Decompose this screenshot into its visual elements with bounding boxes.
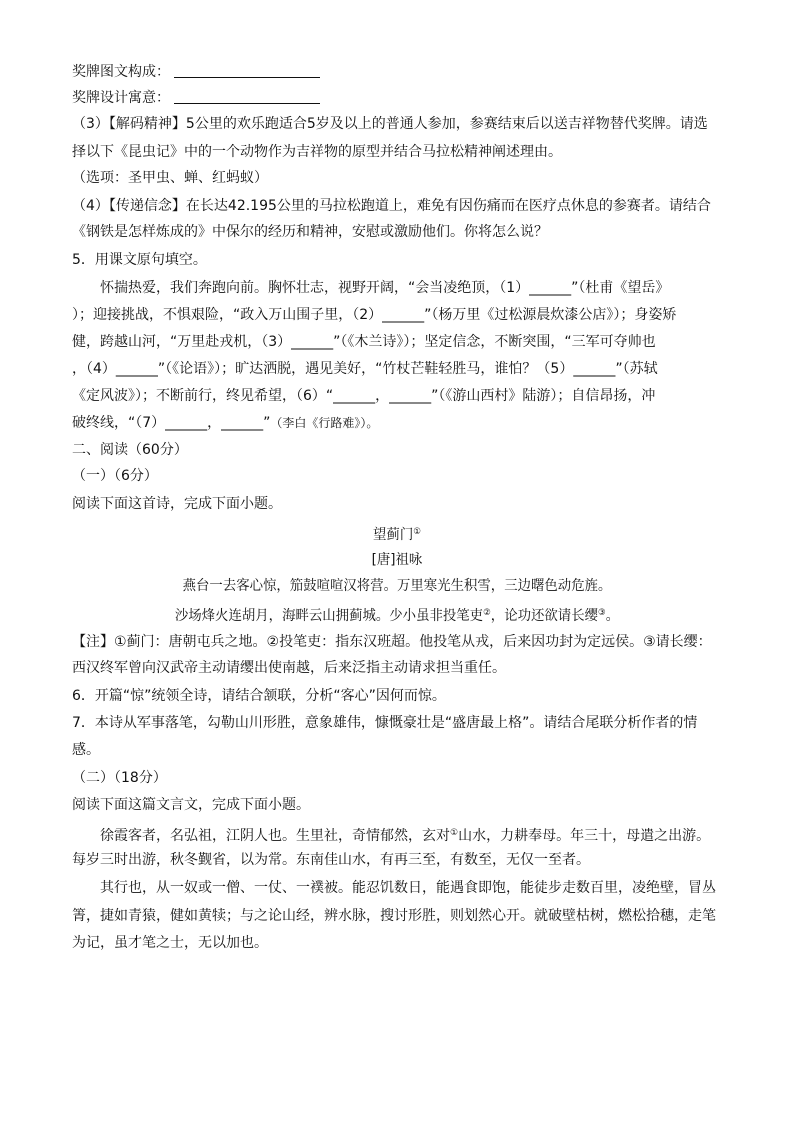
medal-meaning-line (72, 88, 320, 108)
question-4-line-2: 《钢铁是怎样炼成的》中保尔的经历和精神，安慰或激励他们。你将怎么说？ (72, 224, 548, 240)
question-5-title: 5．用课文原句填空。 (72, 252, 207, 268)
answer-blank[interactable] (174, 63, 320, 78)
poem-title (17, 522, 777, 545)
part-2-intro: 阅读下面这篇文言文，完成下面小题。 (72, 797, 310, 813)
section-2-title: 二、阅读（60分） (72, 442, 188, 458)
question-5-line-6-source: （李白《行路难》）。 (270, 416, 379, 430)
poem-line-1: 燕台一去客心惊，笳鼓喧喧汉将营。万里寒光生积雪，三边曙色动危旌。 (182, 578, 612, 594)
question-6: 6．开篇“惊”统领全诗，请结合颔联，分析“客心”因何而惊。 (72, 688, 446, 704)
question-5-line-2: ）；迎接挑战，不惧艰险，“政入万山围子里，（2）______”（杨万里《过松源晨炊漆公店》）；身姿矫 (72, 307, 677, 323)
poem-note-line-2: 西汉终军曾向汉武帝主动请缨出使南越，后来泛指主动请求担当重任。 (72, 660, 506, 676)
part-1-intro: 阅读下面这首诗，完成下面小题。 (72, 496, 282, 512)
poem-title-text: 望蓟门 (373, 527, 414, 543)
medal-meaning-label: 奖牌设计寓意： (72, 90, 170, 106)
question-3-line-2: 择以下《昆虫记》中的一个动物作为吉祥物的原型并结合马拉松精神阐述理由。 (72, 144, 562, 160)
footnote-mark-3: ③ (598, 608, 606, 618)
medal-composition-label: 奖牌图文构成： (72, 64, 170, 80)
part-1-title: （一）（6分） (72, 468, 158, 484)
question-5-line-3: 健，跨越山河，“万里赴戎机，（3）______”（《木兰诗》）；坚定信念，不断突围，“三军可夺帅也 (72, 334, 656, 350)
part-2-title: （二）（18分） (72, 770, 167, 786)
classical-text-p2-line-1: 其行也，从一奴或一僧、一仗、一襆被。能忍饥数日，能遇食即饱，能徒步走数百里，凌绝壁，冒丛 (100, 880, 716, 896)
question-3-line-1: （3）【解码精神】5公里的欢乐跑适合5岁及以上的普通人参加，参赛结束后以送吉祥物替代奖牌。请选 (72, 116, 708, 132)
classical-text-p1-part-a: 徐霞客者，名弘祖，江阴人也。生里社，奇情郁然，玄对 (100, 828, 450, 844)
poem-line-2 (17, 603, 777, 626)
question-7-line-1: 7．本诗从军事落笔，勾勒山川形胜，意象雄伟，慷慨豪壮是“盛唐最上格”。请结合尾联分析作者的情 (72, 715, 698, 731)
footnote-mark-2: ② (483, 608, 491, 618)
question-5-line-5: 《定风波》）；不断前行，终见希望，（6）“______，______”（《游山西村》陆游）；自信昂扬，冲 (72, 388, 656, 404)
classical-text-p2-line-3: 为记，虽才笔之士，无以加也。 (72, 935, 268, 951)
poem-note-line-1: 【注】①蓟门：唐朝屯兵之地。②投笔吏：指东汉班超。他投笔从戎，后来因功封为定远侯。③请长缨： (72, 634, 712, 650)
question-4-line-1: （4）【传递信念】在长达42.195公里的马拉松跑道上，难免有因伤痛而在医疗点休息的参赛者。请结合 (72, 198, 711, 214)
question-5-line-1: 怀揣热爱，我们奔跑向前。胸怀壮志，视野开阔，“会当凌绝顶，（1）______”（杜甫《望岳》 (100, 280, 670, 296)
question-5-line-6-text: 破终线，“（7）______，______” (72, 415, 271, 431)
poem-line-2-part-b: ，论功还欲请长缨 (490, 608, 599, 624)
classical-text-p1-line-1 (100, 823, 710, 846)
question-5-line-4: ，（4）______”（《论语》）；旷达洒脱，遇见美好，“竹杖芒鞋轻胜马，谁怕？（5）______”（苏轼 (72, 361, 658, 377)
classical-text-p2-line-2: 箐，捷如青猿，健如黄犊；与之论山经，辨水脉，搜讨形胜，则划然心开。就破壁枯树，燃松拾穗，走笔 (72, 908, 716, 924)
answer-blank[interactable] (174, 89, 320, 104)
poem-title-footnote-mark: ① (413, 527, 421, 537)
footnote-mark-1: ① (450, 828, 459, 838)
question-5-line-6 (72, 413, 378, 433)
medal-composition-line (72, 62, 320, 82)
poem-author: [唐]祖咏 (371, 552, 423, 568)
question-7-line-2: 感。 (72, 742, 100, 758)
classical-text-p1-part-b: 山水，力耕奉母。年三十，母遣之出游。 (458, 828, 711, 844)
poem-line-2-part-a: 沙场烽火连胡月，海畔云山拥蓟城。少小虽非投笔吏 (174, 608, 484, 624)
question-3-options: （选项：圣甲虫、蝉、红蚂蚁） (72, 170, 268, 186)
classical-text-p1-line-2: 每岁三时出游，秋冬觐省，以为常。东南佳山水，有再三至，有数至，无仅一至者。 (72, 852, 590, 868)
poem-line-2-part-c: 。 (605, 608, 620, 624)
